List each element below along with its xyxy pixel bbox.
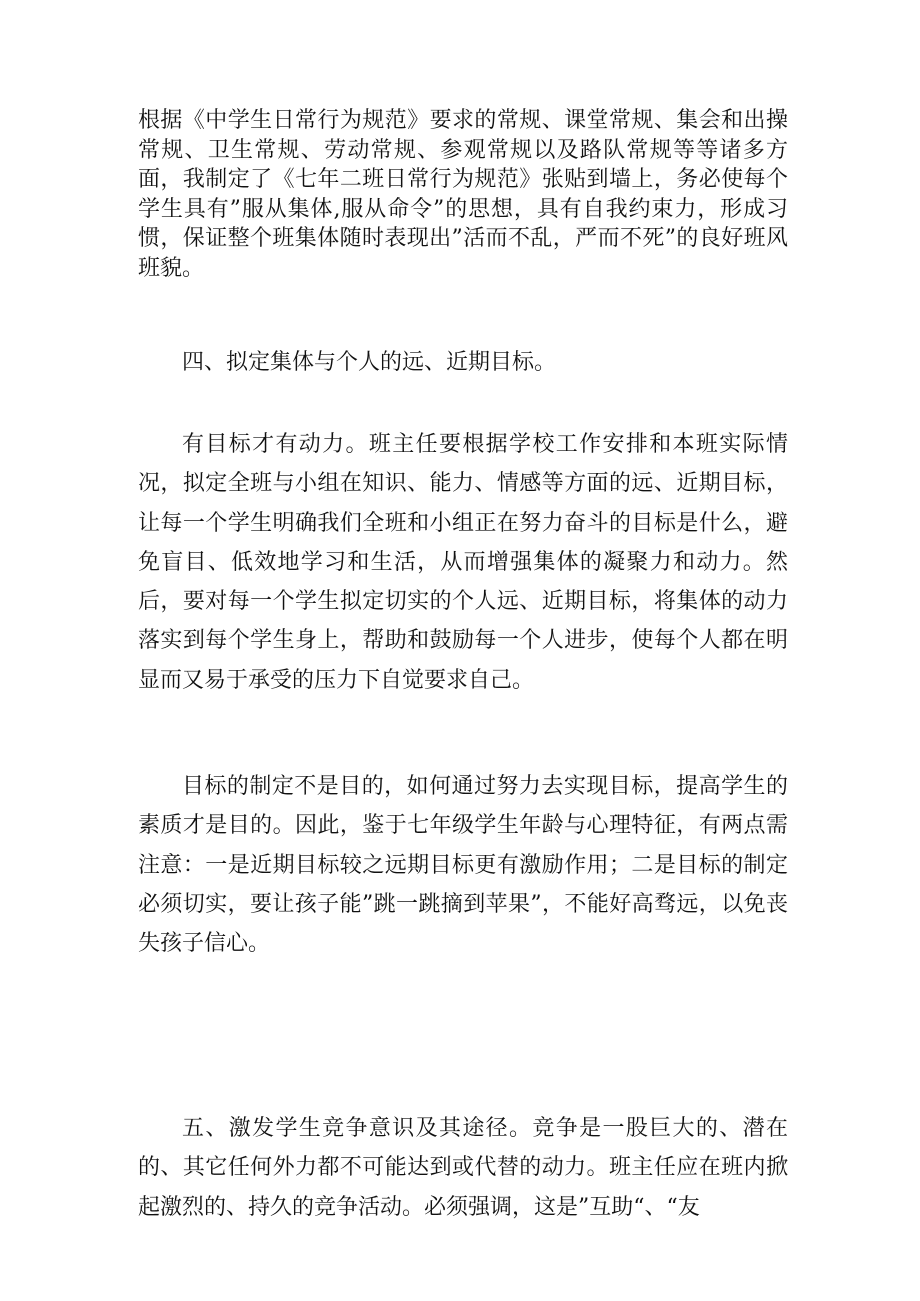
section-4-heading: 四、拟定集体与个人的远、近期目标。 [182,350,557,375]
continuation-paragraph: 根据《中学生日常行为规范》要求的常规、课堂常规、集会和出操常规、卫生常规、劳动常规、参观常规以及路队常规等等诸多方面，我制定了《七年二班日常行为规范》张贴到墙上，务必使每个学生具有”服从集体,服从命令”的思想，具有自我约束力，形成习惯，保证整个班集体随时表现出”活而不乱，严而不死”的良好班风班貌。 [138,108,788,281]
goal-setting-paragraph: 目标的制定不是目的，如何通过努力去实现目标，提高学生的素质才是目的。因此，鉴于七年级学生年龄与心理特征，有两点需注意：一是近期目标较之远期目标更有激励作用；二是目标的制定必须切实，要让孩子能”跳一跳摘到苹果”，不能好高骛远，以免丧失孩子信心。 [138,774,788,957]
section-5-paragraph: 五、激发学生竞争意识及其途径。竞争是一股巨大的、潜在的、其它任何外力都不可能达到或代替的动力。班主任应在班内掀起激烈的、持久的竞争活动。必须强调，这是”互助“、“友 [138,1116,788,1220]
goals-paragraph: 有目标才有动力。班主任要根据学校工作安排和本班实际情况，拟定全班与小组在知识、能力、情感等方面的远、近期目标，让每一个学生明确我们全班和小组正在努力奋斗的目标是什么，避免盲目、低效地学习和生活，从而增强集体的凝聚力和动力。然后，要对每一个学生拟定切实的个人远、近期目标，将集体的动力落实到每个学生身上，帮助和鼓励每一个人进步，使每个人都在明显而又易于承受的压力下自觉要求自己。 [138,432,788,693]
